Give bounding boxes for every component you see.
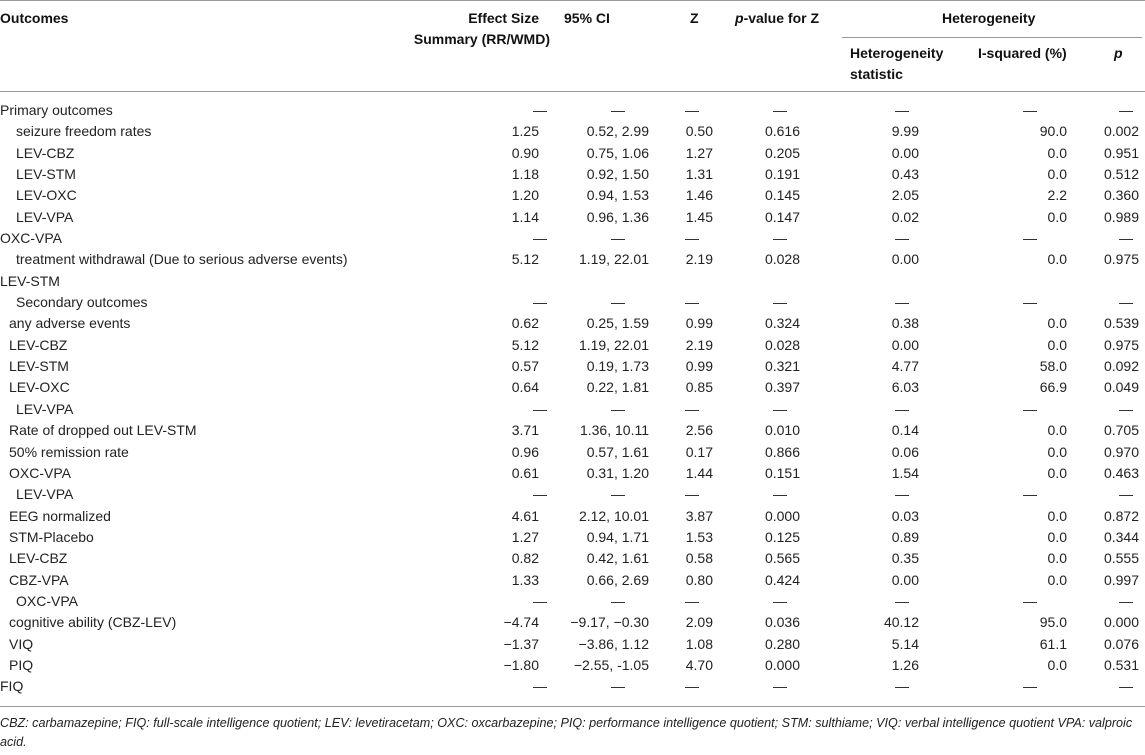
- p-cell: —: [1119, 294, 1133, 311]
- i-squared-cell: 61.1: [1039, 635, 1067, 652]
- heterogeneity-stat-cell: —: [895, 678, 909, 695]
- ci-cell: −3.86, 1.12: [578, 635, 649, 652]
- table-row: [0, 676, 1145, 697]
- outcome-cell: OXC-VPA: [0, 230, 62, 247]
- heterogeneity-stat-cell: 1.54: [891, 464, 919, 481]
- table-row: [0, 271, 1145, 292]
- p-value-cell: 0.145: [764, 187, 800, 204]
- heterogeneity-stat-cell: 5.14: [891, 635, 919, 652]
- header-p-value: [735, 8, 819, 29]
- p-cell: —: [1119, 592, 1133, 609]
- z-cell: 1.53: [685, 528, 713, 545]
- outcome-cell: Primary outcomes: [0, 102, 113, 118]
- z-cell: —: [685, 102, 699, 118]
- effect-size-cell: 0.96: [511, 443, 539, 460]
- p-value-cell: —: [773, 400, 787, 417]
- effect-size-cell: 0.90: [511, 144, 539, 161]
- ci-cell: 0.19, 1.73: [586, 358, 649, 375]
- i-squared-cell: 0.0: [1047, 550, 1067, 567]
- i-squared-cell: —: [1023, 230, 1037, 247]
- header-p-value-italic: p: [735, 10, 744, 26]
- z-cell: 0.58: [685, 550, 713, 567]
- z-cell: 2.19: [685, 336, 713, 353]
- outcome-cell: PIQ: [9, 656, 34, 673]
- effect-size-cell: −4.74: [503, 614, 539, 631]
- table-row: [0, 377, 1145, 398]
- p-value-cell: —: [773, 102, 787, 118]
- effect-size-cell: —: [533, 400, 547, 417]
- outcome-cell: CBZ-VPA: [9, 571, 69, 588]
- ci-cell: 0.22, 1.81: [586, 379, 649, 396]
- header-effect-size-line1: Effect Size: [468, 10, 539, 26]
- z-cell: 0.99: [685, 315, 713, 332]
- i-squared-cell: 0.0: [1047, 315, 1067, 332]
- outcome-cell: OXC-VPA: [16, 592, 78, 609]
- p-value-cell: 0.397: [764, 379, 800, 396]
- p-value-cell: 0.565: [764, 550, 800, 567]
- effect-size-cell: 1.33: [511, 571, 539, 588]
- table-row: [0, 164, 1145, 185]
- effect-size-cell: 1.25: [511, 123, 539, 140]
- effect-size-cell: —: [533, 678, 547, 695]
- i-squared-cell: 90.0: [1039, 123, 1067, 140]
- outcome-cell: LEV-CBZ: [9, 336, 68, 353]
- z-cell: —: [685, 592, 699, 609]
- outcome-cell: LEV-OXC: [16, 187, 77, 204]
- table-bottom-rule: [0, 706, 1145, 707]
- table-row: [0, 100, 1145, 121]
- heterogeneity-stat-cell: 1.26: [891, 656, 919, 673]
- outcome-cell: VIQ: [9, 635, 34, 652]
- header-z: Z: [690, 10, 699, 26]
- heterogeneity-stat-cell: —: [895, 592, 909, 609]
- p-cell: 0.989: [1103, 208, 1139, 225]
- heterogeneity-stat-cell: —: [895, 230, 909, 247]
- table-row: [0, 570, 1145, 591]
- p-value-cell: 0.280: [764, 635, 800, 652]
- p-value-cell: —: [773, 592, 787, 609]
- p-value-cell: —: [773, 486, 787, 503]
- p-value-cell: 0.151: [764, 464, 800, 481]
- i-squared-cell: 58.0: [1039, 358, 1067, 375]
- effect-size-cell: 0.64: [511, 379, 539, 396]
- effect-size-cell: −1.37: [503, 635, 539, 652]
- p-cell: 0.997: [1103, 571, 1139, 588]
- ci-cell: 0.92, 1.50: [586, 166, 649, 183]
- i-squared-cell: 2.2: [1047, 187, 1067, 204]
- ci-cell: —: [611, 400, 625, 417]
- z-cell: —: [685, 400, 699, 417]
- table-row: [0, 143, 1145, 164]
- ci-cell: −2.55, -1.05: [573, 656, 649, 673]
- p-cell: —: [1119, 102, 1133, 118]
- outcome-cell: LEV-VPA: [16, 400, 74, 417]
- heterogeneity-stat-cell: —: [895, 294, 909, 311]
- heterogeneity-stat-cell: 0.89: [891, 528, 919, 545]
- ci-cell: 0.52, 2.99: [586, 123, 649, 140]
- header-ci: 95% CI: [564, 10, 610, 26]
- ci-cell: —: [611, 486, 625, 503]
- table-row: [0, 249, 1145, 270]
- effect-size-cell: —: [533, 592, 547, 609]
- table-row: [0, 463, 1145, 484]
- i-squared-cell: —: [1023, 486, 1037, 503]
- p-value-cell: 0.191: [764, 166, 800, 183]
- effect-size-cell: 1.14: [511, 208, 539, 225]
- effect-size-cell: 1.27: [511, 528, 539, 545]
- i-squared-cell: 0.0: [1047, 507, 1067, 524]
- z-cell: 0.17: [685, 443, 713, 460]
- i-squared-cell: 0.0: [1047, 464, 1067, 481]
- ci-cell: 1.19, 22.01: [578, 336, 649, 353]
- header-outcomes: Outcomes: [0, 10, 69, 26]
- i-squared-cell: —: [1023, 294, 1037, 311]
- ci-cell: 0.42, 1.61: [586, 550, 649, 567]
- table-row: [0, 313, 1145, 334]
- p-value-cell: —: [773, 230, 787, 247]
- ci-cell: 2.12, 10.01: [578, 507, 649, 524]
- p-value-cell: 0.000: [764, 656, 800, 673]
- effect-size-cell: —: [533, 102, 547, 118]
- p-cell: —: [1119, 400, 1133, 417]
- header-p: [1114, 43, 1123, 64]
- p-cell: 0.705: [1103, 422, 1139, 439]
- i-squared-cell: 0.0: [1047, 571, 1067, 588]
- i-squared-cell: —: [1023, 102, 1037, 118]
- ci-cell: 0.57, 1.61: [586, 443, 649, 460]
- header-p-italic: p: [1114, 45, 1123, 61]
- p-cell: 0.975: [1103, 336, 1139, 353]
- i-squared-cell: 0.0: [1047, 336, 1067, 353]
- i-squared-cell: 95.0: [1039, 614, 1067, 631]
- ci-cell: −9.17, −0.30: [570, 614, 649, 631]
- heterogeneity-stat-cell: 0.00: [891, 251, 919, 268]
- p-cell: 0.049: [1103, 379, 1139, 396]
- effect-size-cell: −1.80: [503, 656, 539, 673]
- table-row: [0, 356, 1145, 377]
- effect-size-cell: 0.82: [511, 550, 539, 567]
- table-row: [0, 442, 1145, 463]
- outcome-cell: Rate of dropped out LEV-STM: [9, 422, 197, 439]
- table-row: [0, 548, 1145, 569]
- p-value-cell: 0.036: [764, 614, 800, 631]
- heterogeneity-stat-cell: —: [895, 486, 909, 503]
- i-squared-cell: 0.0: [1047, 443, 1067, 460]
- effect-size-cell: 5.12: [511, 251, 539, 268]
- ci-cell: 1.19, 22.01: [578, 251, 649, 268]
- outcome-cell: STM-Placebo: [9, 528, 94, 545]
- ci-cell: 0.66, 2.69: [586, 571, 649, 588]
- i-squared-cell: —: [1023, 592, 1037, 609]
- table-row: [0, 185, 1145, 206]
- heterogeneity-stat-cell: 40.12: [883, 614, 919, 631]
- z-cell: 1.45: [685, 208, 713, 225]
- z-cell: 3.87: [685, 507, 713, 524]
- i-squared-cell: 0.0: [1047, 144, 1067, 161]
- z-cell: —: [685, 678, 699, 695]
- outcome-cell: any adverse events: [9, 315, 131, 332]
- p-cell: —: [1119, 486, 1133, 503]
- heterogeneity-stat-cell: 0.00: [891, 144, 919, 161]
- ci-cell: —: [611, 678, 625, 695]
- outcome-cell: OXC-VPA: [9, 464, 71, 481]
- table-row: [0, 335, 1145, 356]
- outcome-cell: LEV-CBZ: [16, 144, 75, 161]
- z-cell: 0.99: [685, 358, 713, 375]
- p-value-cell: 0.205: [764, 144, 800, 161]
- i-squared-cell: 0.0: [1047, 422, 1067, 439]
- table-row: [0, 612, 1145, 633]
- heterogeneity-stat-cell: 0.00: [891, 571, 919, 588]
- heterogeneity-stat-cell: 0.35: [891, 550, 919, 567]
- heterogeneity-stat-cell: 0.03: [891, 507, 919, 524]
- i-squared-cell: 0.0: [1047, 166, 1067, 183]
- heterogeneity-stat-cell: 0.06: [891, 443, 919, 460]
- z-cell: 2.19: [685, 251, 713, 268]
- heterogeneity-stat-cell: 0.14: [891, 422, 919, 439]
- p-cell: 0.531: [1103, 656, 1139, 673]
- effect-size-cell: 1.18: [511, 166, 539, 183]
- p-cell: 0.344: [1103, 528, 1139, 545]
- ci-cell: 0.96, 1.36: [586, 208, 649, 225]
- outcome-cell: EEG normalized: [9, 507, 111, 524]
- table-row: [0, 655, 1145, 676]
- ci-cell: —: [611, 102, 625, 118]
- p-cell: 0.000: [1103, 614, 1139, 631]
- outcome-cell: cognitive ability (CBZ-LEV): [9, 614, 177, 631]
- outcome-cell: seizure freedom rates: [16, 123, 152, 140]
- p-value-cell: 0.028: [764, 336, 800, 353]
- ci-cell: 0.94, 1.53: [586, 187, 649, 204]
- p-cell: 0.463: [1103, 464, 1139, 481]
- z-cell: 2.56: [685, 422, 713, 439]
- i-squared-cell: —: [1023, 400, 1037, 417]
- p-value-cell: 0.324: [764, 315, 800, 332]
- z-cell: 1.44: [685, 464, 713, 481]
- i-squared-cell: —: [1023, 678, 1037, 695]
- i-squared-cell: 66.9: [1039, 379, 1067, 396]
- outcome-cell: LEV-STM: [0, 272, 60, 289]
- p-cell: 0.076: [1103, 635, 1139, 652]
- i-squared-cell: 0.0: [1047, 528, 1067, 545]
- p-cell: 0.872: [1103, 507, 1139, 524]
- table-row: [0, 484, 1145, 505]
- table-row: [0, 591, 1145, 612]
- p-cell: 0.555: [1103, 550, 1139, 567]
- heterogeneity-stat-cell: 2.05: [891, 187, 919, 204]
- outcome-cell: LEV-STM: [9, 358, 69, 375]
- i-squared-cell: 0.0: [1047, 251, 1067, 268]
- p-cell: —: [1119, 230, 1133, 247]
- ci-cell: —: [611, 230, 625, 247]
- outcome-cell: LEV-STM: [16, 166, 76, 183]
- effect-size-cell: 0.57: [511, 358, 539, 375]
- p-cell: 0.951: [1103, 144, 1139, 161]
- header-p-value-rest: -value for Z: [743, 10, 820, 26]
- effect-size-cell: 1.20: [511, 187, 539, 204]
- p-value-cell: 0.010: [764, 422, 800, 439]
- header-effect-size-line2: Summary (RR/WMD): [413, 31, 550, 47]
- outcome-cell: LEV-OXC: [9, 379, 70, 396]
- table-row: [0, 527, 1145, 548]
- outcome-cell: treatment withdrawal (Due to serious adverse events): [16, 251, 348, 268]
- heterogeneity-stat-cell: 9.99: [891, 123, 919, 140]
- p-cell: 0.092: [1103, 358, 1139, 375]
- effect-size-cell: 0.62: [511, 315, 539, 332]
- footnote: CBZ: carbamazepine; FIQ: full-scale intelligence quotient; LEV: levetiracetam; OXC: oxcarbazepine; PIQ: performance intelligence quotient; STM: sulthiame; VIQ: verbal intelligence quotient VPA: valproic acid.: [0, 716, 1133, 749]
- table-row: [0, 420, 1145, 441]
- z-cell: 0.85: [685, 379, 713, 396]
- table-row: [0, 634, 1145, 655]
- p-cell: 0.360: [1103, 187, 1139, 204]
- heterogeneity-stat-cell: 0.43: [891, 166, 919, 183]
- table-row: [0, 292, 1145, 313]
- p-cell: —: [1119, 678, 1133, 695]
- p-value-cell: 0.616: [764, 123, 800, 140]
- p-value-cell: —: [773, 678, 787, 695]
- z-cell: 2.09: [685, 614, 713, 631]
- ci-cell: 1.36, 10.11: [579, 422, 649, 439]
- table-row: [0, 506, 1145, 527]
- heterogeneity-stat-cell: —: [895, 102, 909, 118]
- outcome-cell: LEV-CBZ: [9, 550, 68, 567]
- effect-size-cell: 5.12: [511, 336, 539, 353]
- ci-cell: 0.94, 1.71: [586, 528, 649, 545]
- table-header: [0, 0, 1145, 92]
- ci-cell: 0.31, 1.20: [586, 464, 649, 481]
- p-value-cell: 0.125: [764, 528, 800, 545]
- p-value-cell: 0.424: [764, 571, 800, 588]
- table-row: [0, 228, 1145, 249]
- header-het-stat-line1: Heterogeneity: [850, 45, 944, 61]
- effect-size-cell: —: [533, 230, 547, 247]
- effect-size-cell: 0.61: [511, 464, 539, 481]
- z-cell: 1.27: [685, 144, 713, 161]
- ci-cell: —: [611, 294, 625, 311]
- table-row: [0, 207, 1145, 228]
- z-cell: 1.46: [685, 187, 713, 204]
- table-row: [0, 399, 1145, 420]
- outcome-cell: FIQ: [0, 678, 24, 695]
- z-cell: —: [685, 230, 699, 247]
- heterogeneity-stat-cell: 0.02: [891, 208, 919, 225]
- p-value-cell: 0.000: [764, 507, 800, 524]
- table-row: [0, 121, 1145, 142]
- p-value-cell: 0.147: [764, 208, 800, 225]
- p-cell: 0.002: [1103, 123, 1139, 140]
- effect-size-cell: —: [533, 486, 547, 503]
- z-cell: 1.31: [685, 166, 713, 183]
- heterogeneity-stat-cell: 0.00: [891, 336, 919, 353]
- p-value-cell: —: [773, 294, 787, 311]
- p-cell: 0.539: [1103, 315, 1139, 332]
- p-value-cell: 0.028: [764, 251, 800, 268]
- effect-size-cell: —: [533, 294, 547, 311]
- heterogeneity-stat-cell: 0.38: [891, 315, 919, 332]
- effect-size-cell: 3.71: [511, 422, 539, 439]
- heterogeneity-stat-cell: —: [895, 400, 909, 417]
- i-squared-cell: 0.0: [1047, 208, 1067, 225]
- ci-cell: —: [611, 592, 625, 609]
- p-cell: 0.970: [1103, 443, 1139, 460]
- z-cell: —: [685, 486, 699, 503]
- p-cell: 0.975: [1103, 251, 1139, 268]
- header-het-stat-line2: statistic: [850, 66, 903, 82]
- heterogeneity-stat-cell: 6.03: [891, 379, 919, 396]
- z-cell: 4.70: [685, 656, 713, 673]
- z-cell: —: [685, 294, 699, 311]
- z-cell: 0.50: [685, 123, 713, 140]
- outcome-cell: LEV-VPA: [16, 486, 74, 503]
- header-i-squared: I-squared (%): [978, 45, 1067, 61]
- heterogeneity-underline: [842, 37, 1142, 38]
- heterogeneity-stat-cell: 4.77: [891, 358, 919, 375]
- z-cell: 0.80: [685, 571, 713, 588]
- outcome-cell: Secondary outcomes: [16, 294, 148, 311]
- ci-cell: 0.75, 1.06: [586, 144, 649, 161]
- i-squared-cell: 0.0: [1047, 656, 1067, 673]
- outcome-cell: LEV-VPA: [16, 208, 74, 225]
- p-value-cell: 0.321: [764, 358, 800, 375]
- p-value-cell: 0.866: [764, 443, 800, 460]
- table-body: [0, 100, 1145, 698]
- p-cell: 0.512: [1103, 166, 1139, 183]
- z-cell: 1.08: [685, 635, 713, 652]
- header-heterogeneity: Heterogeneity: [942, 10, 1036, 26]
- ci-cell: 0.25, 1.59: [586, 315, 649, 332]
- outcome-cell: 50% remission rate: [9, 443, 129, 460]
- effect-size-cell: 4.61: [511, 507, 539, 524]
